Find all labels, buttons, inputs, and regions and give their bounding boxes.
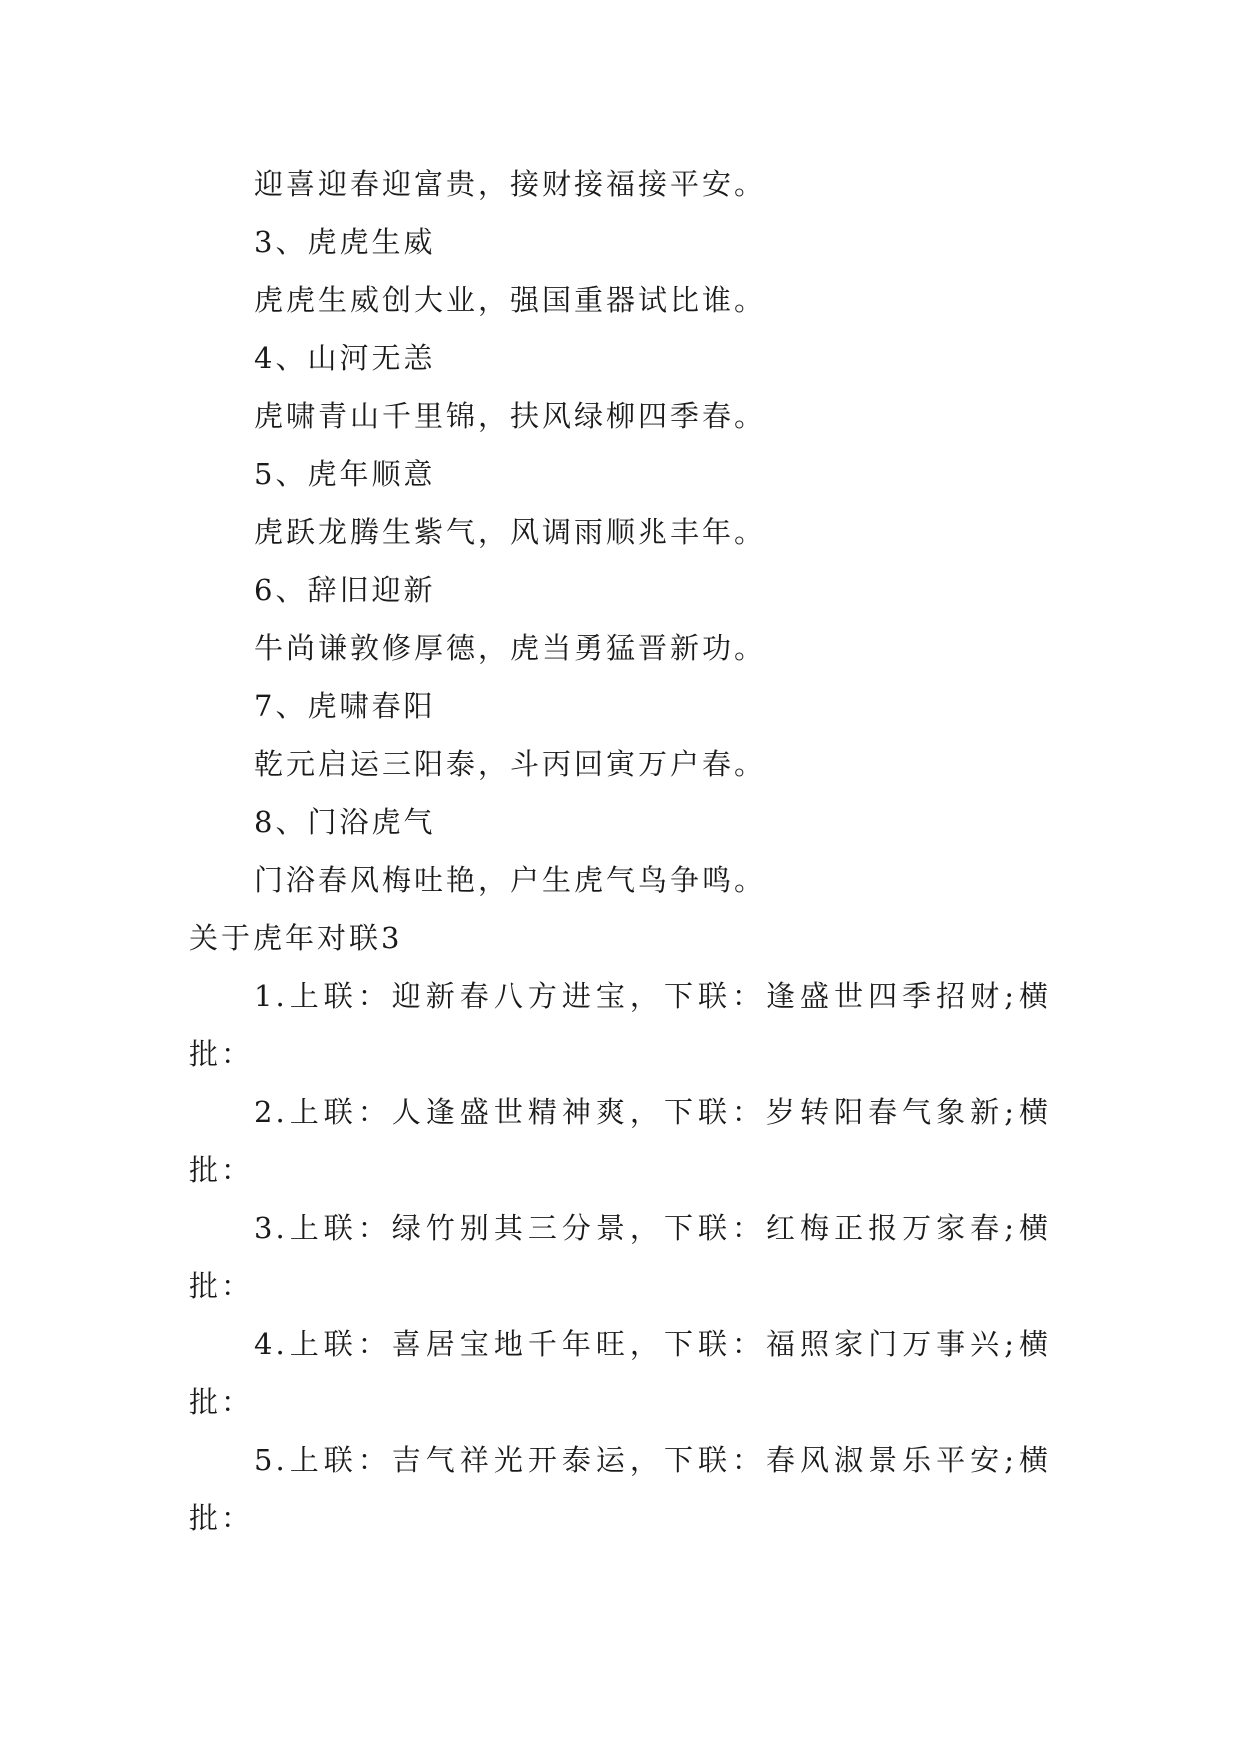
couplet-entry-continuation: 批： [189, 1385, 254, 1419]
couplet-text: 乾元启运三阳泰，斗丙回寅万户春。 [254, 747, 767, 781]
item-heading: 4、山河无恙 [254, 341, 436, 375]
couplet-entry-continuation: 批： [189, 1501, 254, 1535]
couplet-text: 虎虎生威创大业，强国重器试比谁。 [254, 283, 767, 317]
couplet-entry: 2.上联：人逢盛世精神爽，下联：岁转阳春气象新;横 [254, 1095, 1051, 1129]
item-heading: 7、虎啸春阳 [254, 689, 436, 723]
item-heading: 3、虎虎生威 [254, 225, 436, 259]
item-heading: 8、门浴虎气 [254, 805, 436, 839]
item-heading: 6、辞旧迎新 [254, 573, 436, 607]
couplet-entry-continuation: 批： [189, 1153, 254, 1187]
couplet-entry: 4.上联：喜居宝地千年旺，下联：福照家门万事兴;横 [254, 1327, 1051, 1361]
couplet-entry-continuation: 批： [189, 1269, 254, 1303]
couplet-text: 迎喜迎春迎富贵，接财接福接平安。 [254, 167, 767, 201]
couplet-entry: 3.上联：绿竹别其三分景，下联：红梅正报万家春;横 [254, 1211, 1051, 1245]
section-title: 关于虎年对联3 [189, 921, 403, 955]
couplet-text: 虎啸青山千里锦，扶风绿柳四季春。 [254, 399, 767, 433]
couplet-text: 门浴春风梅吐艳，户生虎气鸟争鸣。 [254, 863, 767, 897]
couplet-text: 虎跃龙腾生紫气，风调雨顺兆丰年。 [254, 515, 767, 549]
couplet-entry: 5.上联：吉气祥光开泰运，下联：春风淑景乐平安;横 [254, 1443, 1051, 1477]
couplet-entry-continuation: 批： [189, 1037, 254, 1071]
couplet-entry: 1.上联：迎新春八方进宝，下联：逢盛世四季招财;横 [254, 979, 1051, 1013]
item-heading: 5、虎年顺意 [254, 457, 436, 491]
couplet-text: 牛尚谦敦修厚德，虎当勇猛晋新功。 [254, 631, 767, 665]
